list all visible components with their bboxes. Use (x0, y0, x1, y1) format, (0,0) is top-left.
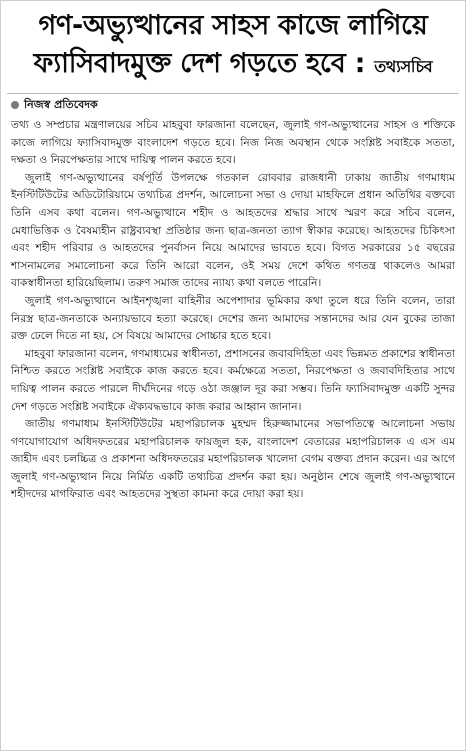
paragraph: মাহবুবা ফারজানা বলেন, গণমাধ্যমের স্বাধীনতা, প্রশাসনের জবাবদিহিতা এবং ভিন্নমত প্রকাশের স্বাধীনতা নিশ্চিত করতে সংশ্লিষ্ট সবাইকে কাজ করতে হবে। কর্মক্ষেত্রে সততা, নিরপেক্ষতা ও জবাবদিহিতার সাথে দায়িত্ব পালন করতে পারলে দীর্ঘদিনের গড়ে ওঠা জঞ্জাল দূর করা সম্ভব। তিনি ফ্যাসিবাদমুক্ত একটি সুন্দর দেশ গড়তে সংশ্লিষ্ট সবাইকে ঐক্যবদ্ধভাবে কাজ করার আহ্বান জানান। (11, 347, 455, 413)
paragraph: তথ্য ও সম্প্রচার মন্ত্রণালয়ের সচিব মাহবুবা ফারজানা বলেছেন, জুলাই গণ-অভ্যুত্থানের সাহস ও শক্তিকে কাজে লাগিয়ে ফ্যাসিবাদমুক্ত বাংলাদেশ গড়তে হবে। নিজ নিজ অবস্থান থেকে সংশ্লিষ্ট সবাইকে সততা, দক্ষতা ও নিরপেক্ষতার সাথে দায়িত্ব পালন করতে হবে। (11, 119, 455, 167)
paragraph: জুলাই গণ-অভ্যুত্থানের বর্ষপূর্তি উপলক্ষে গতকাল রোববার রাজধানী ঢাকায় জাতীয় গণমাধ্যম ইনস্টিটিউটের অডিটোরিয়ামে তথ্যচিত্র প্রদর্শন, আলোচনা সভা ও দোয়া মাহফিলে প্রধান অতিথির বক্তব্যে তিনি এসব কথা বলেন। গণ-অভ্যুত্থানে শহীদ ও আহতদের শ্রদ্ধার সাথে স্মরণ করে সচিব বলেন, মেধাভিত্তিক ও বৈষম্যহীন রাষ্ট্রব্যবস্থা প্রতিষ্ঠার জন্য ছাত্র-জনতা ত্যাগ স্বীকার করেছে। আহতদের চিকিৎসা এবং শহীদ পরিবার ও আহতদের পুনর্বাসন নিয়ে আমাদের ভাবতে হবে। বিগত সরকারের ১৫ বছরের শাসনামলের সমালোচনা করে তিনি আরো বলেন, ওই সময় দেশে কথিত গণতন্ত্র থাকলেও আমরা বাকস্বাধীনতা হারিয়েছিলাম। তরুণ সমাজ তাদের ন্যায্য কথা বলতে পারেনি। (11, 171, 455, 290)
paragraph: জাতীয় গণমাধ্যম ইনস্টিটিউটের মহাপরিচালক মুহম্মদ হিরুজ্জামানের সভাপতিত্বে আলোচনা সভায় গণযোগাযোগ অধিদফতরের মহাপরিচালক ফায়জুল হক, বাংলাদেশ বেতারের মহাপরিচালক এ এস এম জাহীদ এবং চলচ্চিত্র ও প্রকাশনা অধিদফতরের মহাপরিচালক খালেদা বেগম বক্তব্য প্রদান করেন। এর আগে জুলাই গণ-অভ্যুত্থান নিয়ে নির্মিত একটি তথ্যচিত্র প্রদর্শন করা হয়। অনুষ্ঠান শেষে জুলাই গণ-অভ্যুত্থানে শহীদদের মাগফিরাত এবং আহতদের সুস্থতা কামনা করে দোয়া করা হয়। (11, 418, 455, 501)
byline-text: নিজস্ব প্রতিবেদক (24, 98, 98, 111)
article-body (11, 117, 455, 504)
headline-source: তথ্যসচিব (374, 57, 433, 76)
headline-main-text: ফ্যাসিবাদমুক্ত দেশ গড়তে হবে (33, 48, 346, 79)
headline-line-1: গণ-অভ্যুত্থানের সাহস কাজে লাগিয়ে (38, 10, 428, 41)
byline (11, 97, 98, 113)
headline-divider (7, 93, 459, 94)
paragraph: জুলাই গণ-অভ্যুত্থানে আইনশৃঙ্খলা বাহিনীর অপেশাদার ভূমিকার কথা তুলে ধরে তিনি বলেন, তারা নিরস্ত্র ছাত্র-জনতাকে অন্যায়ভাবে হত্যা করেছে। দেশের জন্য আমাদের সন্তানদের আর যেন বুকের তাজা রক্ত ঢেলে দিতে না হয়, সে বিষয়ে আমাদের সোচ্চার হতে হবে। (11, 294, 455, 343)
bullet-icon (11, 101, 19, 109)
headline-line-2 (9, 45, 457, 86)
headline (9, 7, 457, 86)
headline-separator: : (345, 48, 375, 79)
